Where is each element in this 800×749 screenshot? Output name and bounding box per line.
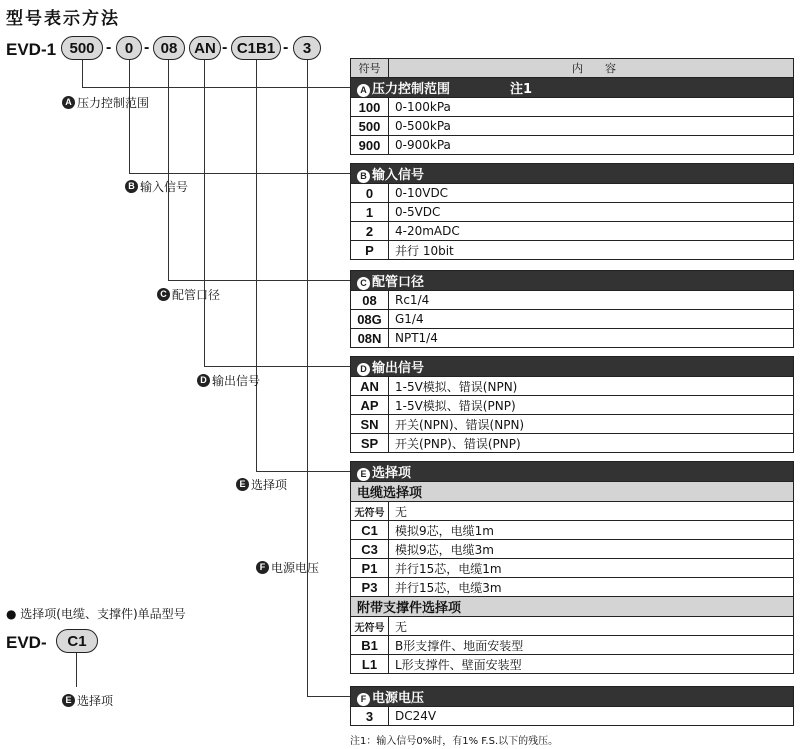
badge-f-icon: F bbox=[256, 561, 269, 574]
section-b-header bbox=[351, 164, 794, 184]
table-row: 08 Rc1/4 bbox=[351, 291, 794, 310]
footnote: 注1：输入信号0%时，有1% F.S.以下的残压。 bbox=[350, 736, 559, 747]
table-row: 08N NPT1/4 bbox=[351, 329, 794, 348]
single-part-title: ● 选择项(电缆、支撑件)单品型号 bbox=[6, 607, 186, 621]
table-row: 08G G1/4 bbox=[351, 310, 794, 329]
table-row: B1 B形支撑件、地面安装型 bbox=[351, 636, 794, 655]
connector-e bbox=[256, 471, 350, 472]
table-row: 无符号 无 bbox=[351, 502, 794, 521]
table-row: SN 开关(NPN)、错误(NPN) bbox=[351, 415, 794, 434]
section-d-header bbox=[351, 357, 794, 377]
badge-e-icon: E bbox=[236, 478, 249, 491]
spec-table-d bbox=[350, 356, 794, 453]
connector-d bbox=[204, 60, 205, 366]
col-content-header: 内 容 bbox=[389, 59, 794, 78]
spec-table bbox=[350, 58, 794, 155]
section-e-header bbox=[351, 462, 794, 482]
label-single-e bbox=[62, 692, 113, 709]
single-prefix: EVD- bbox=[6, 633, 47, 652]
connector-e bbox=[256, 60, 257, 471]
table-row: P3 并行15芯，电缆3m bbox=[351, 578, 794, 597]
label-c bbox=[157, 286, 220, 303]
label-b-text: 输入信号 bbox=[140, 180, 189, 194]
badge-c-icon: C bbox=[157, 288, 170, 301]
segment-option: C1B1 bbox=[231, 36, 281, 60]
badge-e-icon: E bbox=[62, 694, 75, 707]
table-row: 3 DC24V bbox=[351, 707, 794, 726]
connector-a bbox=[82, 60, 83, 87]
connector-f bbox=[307, 60, 308, 696]
table-row: AN 1-5V模拟、错误(NPN) bbox=[351, 377, 794, 396]
label-d-text: 输出信号 bbox=[212, 374, 261, 388]
badge-c-icon: C bbox=[357, 277, 370, 290]
label-a bbox=[62, 94, 149, 111]
spec-table-f bbox=[350, 686, 794, 726]
dash: - bbox=[283, 39, 289, 56]
label-single-e-text: 选择项 bbox=[77, 694, 114, 708]
section-a-title: 压力控制范围 bbox=[372, 82, 451, 97]
connector-single bbox=[76, 653, 77, 687]
segment-output: AN bbox=[189, 36, 221, 60]
table-row: SP 开关(PNP)、错误(PNP) bbox=[351, 434, 794, 453]
spec-table-c bbox=[350, 270, 794, 348]
section-d-title: 输出信号 bbox=[372, 361, 425, 376]
table-row: 无符号 无 bbox=[351, 617, 794, 636]
dash: - bbox=[144, 39, 150, 56]
subsection-bracket-header: 附带支撑件选择项 bbox=[351, 597, 794, 617]
segment-port: 08 bbox=[153, 36, 185, 60]
badge-a-icon: A bbox=[62, 96, 75, 109]
table-row: C1 模拟9芯，电缆1m bbox=[351, 521, 794, 540]
section-f-title: 电源电压 bbox=[372, 691, 425, 706]
segment-voltage: 3 bbox=[293, 36, 321, 60]
subsection-cable-header: 电缆选择项 bbox=[351, 482, 794, 502]
badge-b-icon: B bbox=[125, 180, 138, 193]
label-f bbox=[256, 559, 319, 576]
col-code-header: 符号 bbox=[351, 59, 389, 78]
badge-e-icon: E bbox=[357, 468, 370, 481]
table-row: AP 1-5V模拟、错误(PNP) bbox=[351, 396, 794, 415]
section-b-title: 输入信号 bbox=[372, 168, 425, 183]
table-row: 2 4-20mADC bbox=[351, 222, 794, 241]
segment-pressure: 500 bbox=[61, 36, 103, 60]
section-e-title: 选择项 bbox=[372, 466, 412, 481]
table-row: P 并行 10bit bbox=[351, 241, 794, 260]
page-title: 型号表示方法 bbox=[6, 9, 120, 29]
model-prefix: EVD-1 bbox=[6, 40, 57, 59]
connector-b bbox=[129, 173, 350, 174]
table-header-row bbox=[351, 59, 794, 78]
connector-b bbox=[129, 60, 130, 173]
badge-f-icon: F bbox=[357, 693, 370, 706]
segment-input: 0 bbox=[116, 36, 142, 60]
badge-d-icon: D bbox=[197, 374, 210, 387]
dash: - bbox=[222, 39, 228, 56]
table-row: 0 0-10VDC bbox=[351, 184, 794, 203]
label-c-text: 配管口径 bbox=[172, 288, 221, 302]
table-row: L1 L形支撑件、壁面安装型 bbox=[351, 655, 794, 674]
label-d bbox=[197, 372, 260, 389]
dash: - bbox=[106, 39, 112, 56]
badge-a-icon: A bbox=[357, 84, 370, 97]
connector-a bbox=[82, 87, 350, 88]
single-segment: C1 bbox=[56, 629, 98, 653]
connector-c bbox=[168, 60, 169, 280]
connector-f bbox=[307, 696, 350, 697]
note-tag: 注1 bbox=[510, 82, 533, 97]
label-f-text: 电源电压 bbox=[271, 561, 320, 575]
connector-c bbox=[168, 280, 350, 281]
label-b bbox=[125, 178, 188, 195]
table-row: C3 模拟9芯，电缆3m bbox=[351, 540, 794, 559]
badge-d-icon: D bbox=[357, 363, 370, 376]
label-e bbox=[236, 476, 287, 493]
table-row: 500 0-500kPa bbox=[351, 117, 794, 136]
connector-d bbox=[204, 366, 350, 367]
section-f-header bbox=[351, 687, 794, 707]
section-a-header bbox=[351, 78, 794, 98]
label-e-text: 选择项 bbox=[251, 478, 288, 492]
spec-table-b bbox=[350, 163, 794, 260]
label-a-text: 压力控制范围 bbox=[77, 96, 150, 110]
table-row: 1 0-5VDC bbox=[351, 203, 794, 222]
table-row: P1 并行15芯，电缆1m bbox=[351, 559, 794, 578]
table-row: 900 0-900kPa bbox=[351, 136, 794, 155]
table-row: 100 0-100kPa bbox=[351, 98, 794, 117]
section-c-header bbox=[351, 271, 794, 291]
section-c-title: 配管口径 bbox=[372, 275, 425, 290]
badge-b-icon: B bbox=[357, 170, 370, 183]
spec-table-e bbox=[350, 461, 794, 674]
